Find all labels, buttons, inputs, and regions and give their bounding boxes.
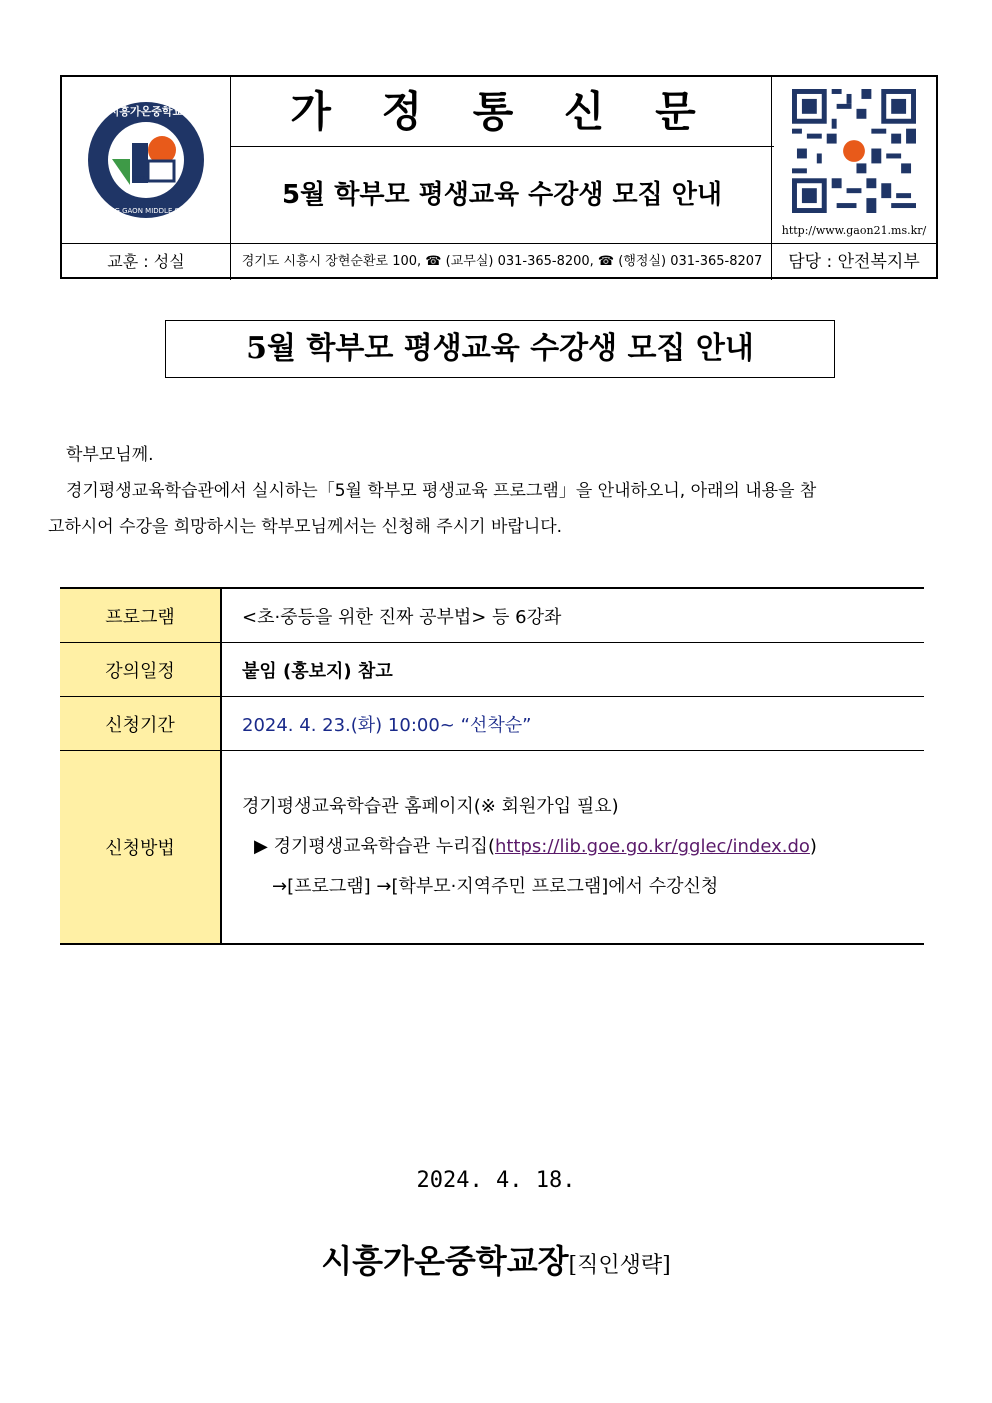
school-url[interactable]: http://www.gaon21.ms.kr/ xyxy=(781,224,927,237)
school-motto: 교훈 : 성실 xyxy=(62,244,231,280)
method-line-2-suffix: ) xyxy=(809,836,817,857)
school-address: 경기도 시흥시 장현순환로 100, ☎ (교무실) 031-365-8200, ☎ (행정실) 031-365-8207 xyxy=(241,254,763,269)
document-title: 5월 학부모 평생교육 수강생 모집 안내 xyxy=(165,320,835,378)
signature-note: [직인생략] xyxy=(568,1253,671,1278)
method-link[interactable]: https://lib.goe.go.kr/gglec/index.do xyxy=(494,836,810,857)
method-line-1: 경기평생교육학습관 홈페이지(※ 회원가입 필요) xyxy=(242,796,619,817)
method-label: 신청방법 xyxy=(60,751,222,943)
period-label: 신청기간 xyxy=(60,697,222,750)
table-row xyxy=(60,751,924,943)
contact-department: 담당 : 안전복지부 xyxy=(771,244,936,280)
program-value: <초·중등을 위한 진짜 공부법> 등 6강좌 xyxy=(242,606,562,628)
method-line-3: →[프로그램] →[학부모·지역주민 프로그램]에서 수강신청 xyxy=(272,876,719,897)
newsletter-subtitle: 5월 학부모 평생교육 수강생 모집 안내 xyxy=(281,180,723,210)
method-line-2-prefix: ▶ 경기평생교육학습관 누리집( xyxy=(254,836,495,857)
table-row xyxy=(60,697,924,751)
program-label: 프로그램 xyxy=(60,589,222,642)
info-table xyxy=(60,587,924,945)
logo-cell xyxy=(62,77,231,243)
table-row xyxy=(60,589,924,643)
signature xyxy=(0,1236,992,1282)
schedule-label: 강의일정 xyxy=(60,643,222,696)
qr-code-icon[interactable] xyxy=(792,89,916,213)
table-row xyxy=(60,643,924,697)
greeting: 학부모님께. xyxy=(66,445,154,465)
svg-text:SIHEUNG GAON MIDDLE SCHOOL: SIHEUNG GAON MIDDLE SCHOOL xyxy=(87,207,205,215)
svg-text:2021: 2021 xyxy=(132,175,150,183)
period-value: 2024. 4. 23.(화) 10:00~ “선착순” xyxy=(242,714,532,736)
body-line-2: 고하시어 수강을 희망하시는 학부모님께서는 신청해 주시기 바랍니다. xyxy=(48,517,563,537)
signature-name: 시흥가온중학교장 xyxy=(321,1242,569,1280)
body-line-1: 경기평생교육학습관에서 실시하는「5월 학부모 평생교육 프로그램」을 안내하오니, 아래의 내용을 참 xyxy=(66,481,817,501)
newsletter-header xyxy=(60,75,938,279)
header-footer-row xyxy=(62,243,936,280)
document-date: 2024. 4. 18. xyxy=(416,1168,576,1193)
method-value xyxy=(222,751,924,943)
svg-text:시흥가온중학교: 시흥가온중학교 xyxy=(108,105,184,118)
newsletter-title: 가 정 통 신 문 xyxy=(230,77,774,147)
school-logo xyxy=(62,77,230,243)
schedule-value: 붙임 (홍보지) 참고 xyxy=(242,660,393,682)
method-line-2 xyxy=(242,827,817,867)
qr-cell xyxy=(771,77,936,243)
